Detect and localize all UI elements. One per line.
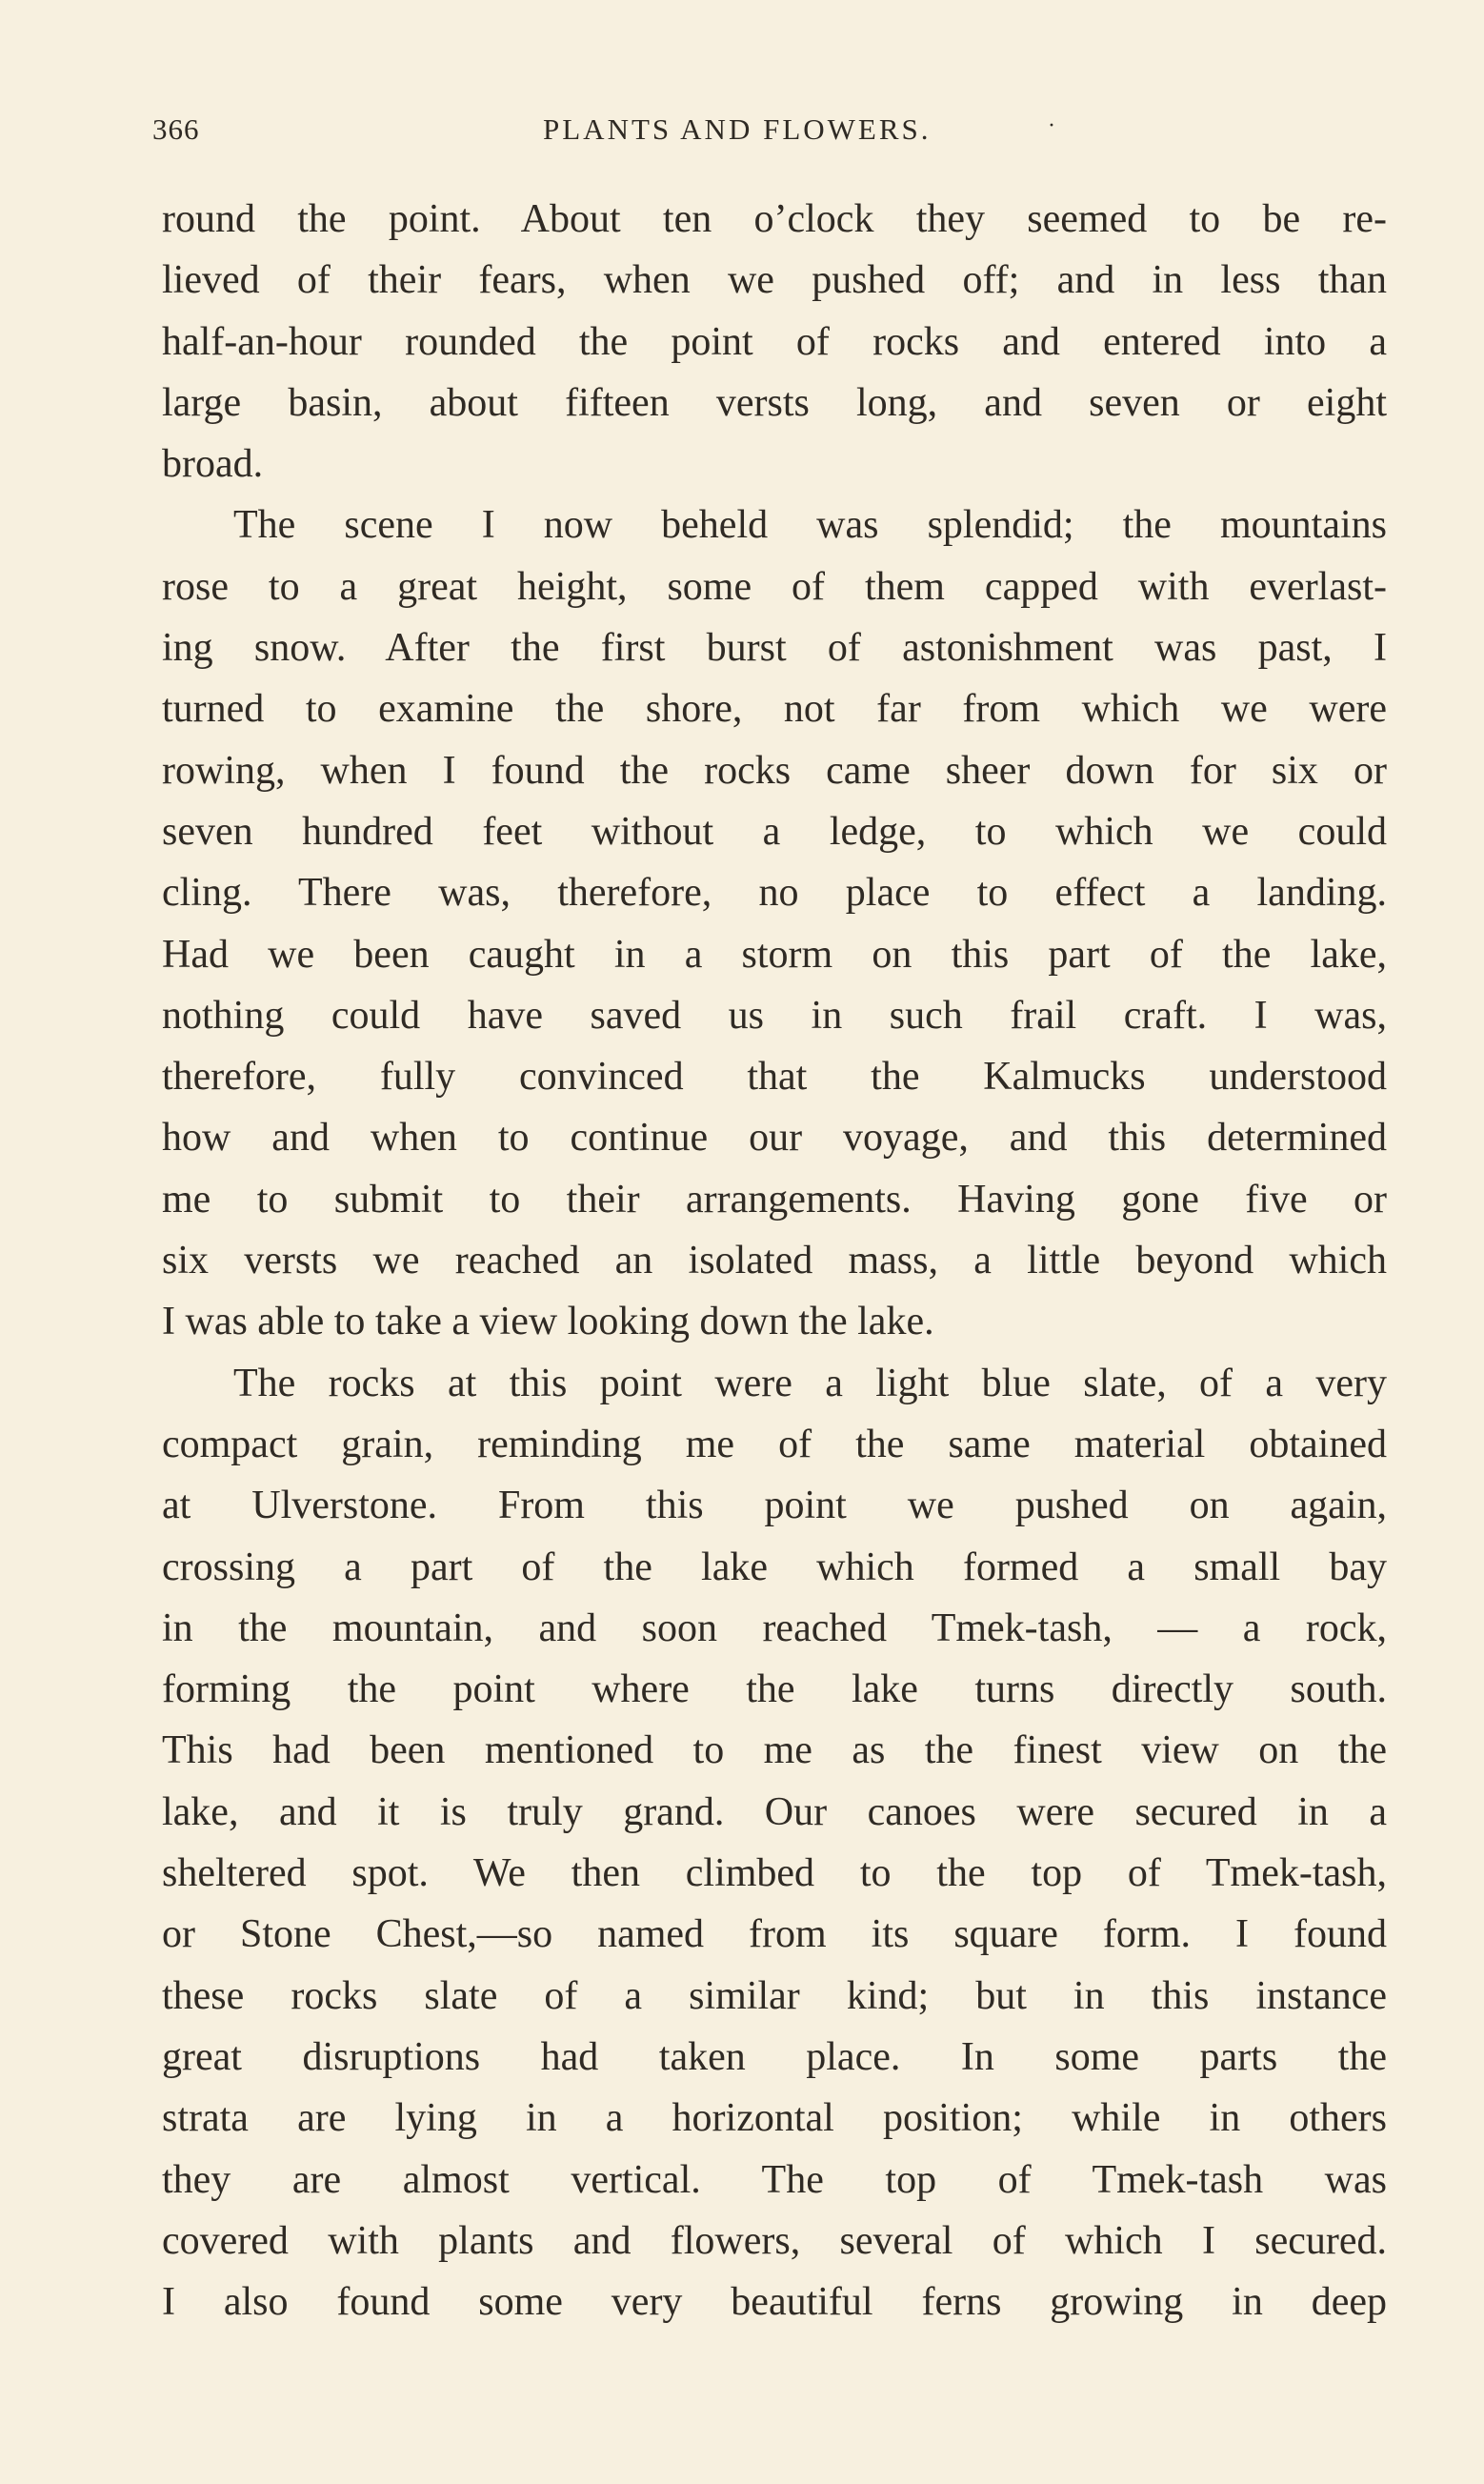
paragraph-first-line: The rocks at this point were a light blue slate, of a very	[233, 1361, 1387, 1405]
text-line: sheltered spot. We then climbed to the top of Tmek-tash,	[162, 1851, 1387, 1896]
running-title: PLANTS AND FLOWERS.	[543, 112, 932, 146]
text-line: cling. There was, therefore, no place to effect a landing.	[162, 871, 1387, 916]
text-line: I also found some very beautiful ferns growing in deep	[162, 2280, 1387, 2325]
text-line: turned to examine the shore, not far from which we were	[162, 687, 1387, 732]
text-line: rowing, when I found the rocks came sheer down for six or	[162, 748, 1387, 793]
page-number: 366	[152, 112, 200, 146]
text-line: seven hundred feet without a ledge, to which we could	[162, 809, 1387, 854]
text-line: I was able to take a view looking down the lake.	[162, 1300, 934, 1344]
text-line: they are almost vertical. The top of Tmek-tash was	[162, 2157, 1387, 2202]
text-line: crossing a part of the lake which formed a small bay	[162, 1545, 1387, 1589]
header-ornament: ·	[1048, 113, 1055, 138]
page-body	[162, 189, 1387, 2333]
text-line: covered with plants and flowers, several of which I secured.	[162, 2218, 1387, 2263]
text-line: therefore, fully convinced that the Kalmucks understood	[162, 1055, 1387, 1100]
text-line: lake, and it is truly grand. Our canoes were secured in a	[162, 1789, 1387, 1834]
text-line: ing snow. After the first burst of astonishment was past, I	[162, 626, 1387, 671]
text-line: six versts we reached an isolated mass, a little beyond which	[162, 1239, 1387, 1283]
text-line: nothing could have saved us in such frail craft. I was,	[162, 993, 1387, 1038]
text-line: strata are lying in a horizontal position; while in others	[162, 2096, 1387, 2141]
text-line: half-an-hour rounded the point of rocks and entered into a	[162, 319, 1387, 364]
text-line: large basin, about fifteen versts long, and seven or eight	[162, 380, 1387, 425]
text-line: Had we been caught in a storm on this part of the lake,	[162, 932, 1387, 977]
text-line: me to submit to their arrangements. Having gone five or	[162, 1177, 1387, 1222]
text-line: at Ulverstone. From this point we pushed on again,	[162, 1484, 1387, 1528]
text-line: round the point. About ten o’clock they seemed to be re-	[162, 197, 1387, 241]
paragraph-first-line: The scene I now beheld was splendid; the mountains	[233, 503, 1387, 548]
page-header	[152, 112, 1387, 160]
text-line: these rocks slate of a similar kind; but in this instance	[162, 1973, 1387, 2018]
text-line: rose to a great height, some of them capped with everlast-	[162, 564, 1387, 609]
text-line: in the mountain, and soon reached Tmek-tash, — a rock,	[162, 1606, 1387, 1650]
text-line: lieved of their fears, when we pushed off; and in less than	[162, 258, 1387, 303]
text-line: how and when to continue our voyage, and this determined	[162, 1116, 1387, 1161]
text-line: compact grain, reminding me of the same material obtained	[162, 1422, 1387, 1466]
text-line: broad.	[162, 442, 264, 487]
text-line: great disruptions had taken place. In some parts the	[162, 2034, 1387, 2079]
text-line: This had been mentioned to me as the finest view on the	[162, 1728, 1387, 1773]
text-line: forming the point where the lake turns directly south.	[162, 1667, 1387, 1712]
text-line: or Stone Chest,—so named from its square form. I found	[162, 1912, 1387, 1957]
